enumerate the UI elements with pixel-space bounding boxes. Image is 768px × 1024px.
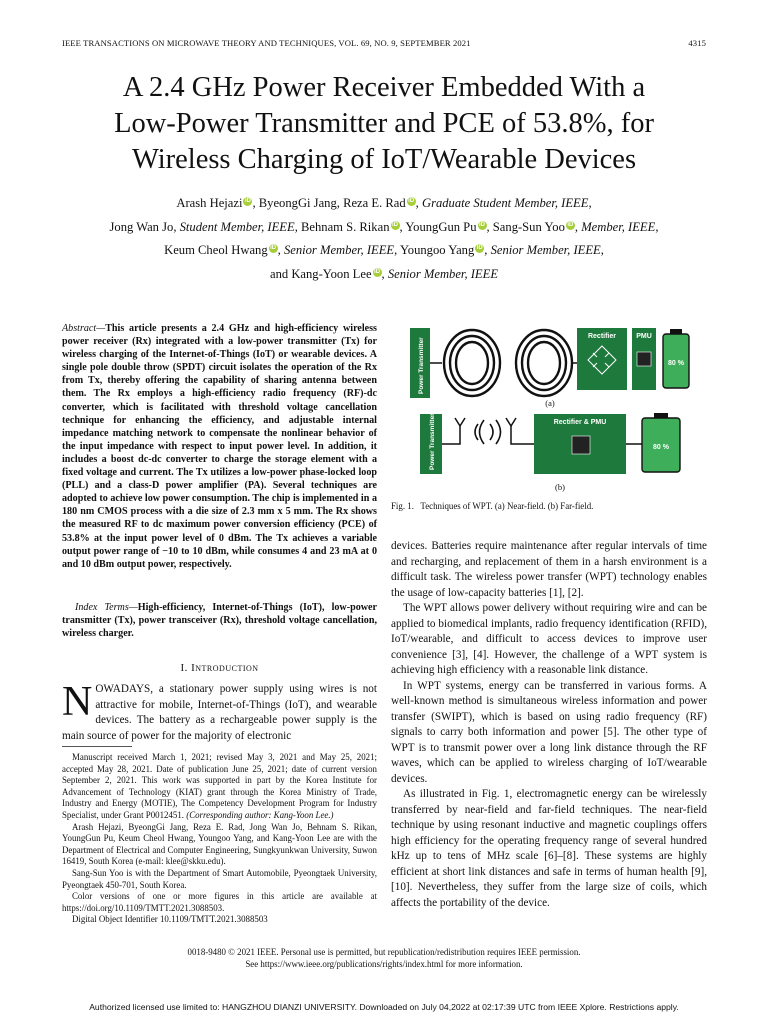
orcid-icon[interactable]: iD	[392, 221, 398, 228]
rectifier-label: Rectifier	[587, 333, 617, 340]
power-transmitter-label: Power Transmitter	[418, 337, 425, 394]
battery-level: 80 %	[653, 444, 669, 451]
index-terms	[62, 601, 377, 640]
abstract	[62, 322, 377, 571]
rectifier-pmu-label: Rectifier & PMU	[553, 419, 607, 426]
paragraph: The WPT allows power delivery without requiring wire and can be applied to biomedical implants, radio frequency identification (RFID), IoT/wearable, and difficult to access devices to improve user convenience [3], [4]. However, the challenge of a WPT system is achieving high efficiency with a reasonable link distance.	[391, 602, 707, 676]
wpt-diagram	[404, 322, 696, 494]
author-line: Arash Hejazi iD , ByeongGi Jang, Reza E. Rad iD , Graduate Student Member, IEEE,	[176, 196, 592, 210]
battery-level: 80 %	[668, 360, 684, 367]
author-line: Keum Cheol Hwang iD , Senior Member, IEEE, Youngoo Yang iD , Senior Member, IEEE,	[164, 243, 604, 257]
section-heading: I. Introduction	[180, 662, 259, 674]
orcid-icon[interactable]: iD	[476, 245, 483, 251]
abstract-lead: Abstract—	[62, 323, 106, 334]
index-terms-text: High-efficiency, Internet-of-Things (IoT), low-power transmitter (Tx), power transceiver (Rx), threshold voltage cancellation, wireless charger.	[62, 602, 377, 640]
running-header	[62, 38, 706, 52]
index-terms-lead: Index Terms—	[75, 602, 138, 613]
page-number: 4315	[688, 38, 706, 48]
right-column-text	[391, 539, 707, 911]
orcid-icon[interactable]: iD	[244, 198, 251, 204]
rf-wave-icon	[475, 420, 501, 444]
figure-caption: Fig. 1. Techniques of WPT. (a) Near-field. (b) Far-field.	[391, 501, 594, 511]
subfigure-a-label: (a)	[545, 398, 555, 408]
abstract-text: This article presents a 2.4 GHz and high-efficiency wireless power receiver (Rx) integrated with a low-power transmitter (Tx) for wireless charging of the Internet-of-Things (IoT) or wearable devices. A single pole double throw (SPDT) circuit isolates the operation of the Rx from Tx, thereby offering the capability of sharing antenna between them. The Rx employs a high-efficiency radio frequency (RF)-dc converter, which is facilitated with threshold voltage cancellation technique for enhancing the efficiency, and adjustable internal impedance matching network to compensate the nonlinear behavior of the input impedance with respect to input power level. In addition, it includes a boost dc-dc converter to charge the storage element with a fixed voltage and current. The Tx utilizes a low-power phase-locked loop (PLL) and a class-D power amplifier (PA). Several techniques are adopted to achieve low power consumption. The chip is implemented in a 180 nm CMOS process with a die size of 2.3 mm x 5 mm. The Rx shows the measured RF to dc maximum power conversion efficiency (PCE) of 53.8% at the input power level of 0 dBm. The Tx achieves a variable output power range of −10 to 10 dBm, while consumes 4 and 23 mA at 0 and 10 dBm output power, respectively.	[62, 323, 377, 570]
footnote: Manuscript received March 1, 2021; revised May 3, 2021 and May 25, 2021; accepted May 28, 2021. Date of publication June 25, 2021; date of current version September 2, 2021. This work was supported in part by the Korea Institute for Advancement of Technology (KIAT) grant through the Korea Ministry of Trade, Industry and Energy (MOTIE), The Competency Development Program for Industry Specialist, under Grant P0012451. (Corresponding author: Kang-Yoon Lee.)	[62, 752, 377, 820]
author-line: and Kang-Yoon Lee iD , Senior Member, IEEE	[269, 266, 499, 281]
author-list	[40, 192, 728, 286]
drop-cap: N	[62, 679, 93, 725]
title-line: A 2.4 GHz Power Receiver Embedded With a	[122, 72, 646, 103]
copyright-notice: 0018-9480 © 2021 IEEE. Personal use is permitted, but republication/redistribution requires IEEE permission. See https://www.ieee.org/publications/rights/index.html for more information.	[62, 946, 706, 970]
footnote: Digital Object Identifier 10.1109/TMTT.2021.3088503	[72, 914, 268, 925]
orcid-icon[interactable]: iD	[479, 221, 485, 228]
orcid-icon[interactable]: iD	[567, 221, 574, 228]
paragraph: As illustrated in Fig. 1, electromagnetic energy can be wirelessly transferred by near-field and far-field techniques. The near-field technique by using resonant inductive and magnetic couplings offers high efficiency for the operating frequency range of several hundred kHz up to tens of MHz scale [6]–[8]. These systems are highly efficient at short link distances and safe in terms of human health [9], [10]. Nevertheless, they suffer from the large size of coils, which affects the portability of the device.	[391, 788, 707, 909]
tx-coil-icon	[444, 330, 500, 396]
authorized-use-notice: Authorized licensed use limited to: HANGZHOU DIANZI UNIVERSITY. Downloaded on July 04,2022 at 02:17:39 UTC from IEEE Xplore. Restrictions apply.	[89, 1002, 679, 1012]
paper-title	[40, 70, 728, 178]
rx-antenna-icon	[506, 418, 534, 444]
chip-icon	[637, 352, 651, 366]
power-transmitter-label: Power Transmitter	[429, 413, 436, 470]
subfigure-b-label: (b)	[555, 482, 565, 492]
rx-coil-icon	[516, 330, 572, 396]
paragraph: devices. Batteries require maintenance after regular intervals of time and recharging, and replacement of them in a harsh environment is a difficult task. The wireless power transfer (WPT) technology enables the usage of low-capacity batteries [1], [2].	[391, 540, 707, 599]
rights-link[interactable]: See https://www.ieee.org/publications/rights/index.html for more information.	[245, 959, 523, 969]
footnote: Sang-Sun Yoo is with the Department of Smart Automobile, Pyeongtaek University, Pyeongtaek 450-701, South Korea.	[62, 867, 377, 890]
footnote: Arash Hejazi, ByeongGi Jang, Reza E. Rad, Jong Wan Jo, Behnam S. Rikan, YoungGun Pu, Keum Cheol Hwang, Youngoo Yang, and Kang-Yoon Lee are with the Department of Electrical and Computer Engineering, Sungkyunkwan University, Suwon 16419, South Korea (e-mail: klee@skku.edu).	[62, 821, 377, 867]
intro-paragraph: NOWADAYS, a stationary power supply using wires is not attractive for mobile, Internet-of-Things (IoT), and wearable devices. The battery as a rechargeable power supply is the main source of power for the majority of electronic	[62, 679, 377, 742]
title-line: Wireless Charging of IoT/Wearable Devices	[131, 144, 637, 175]
figure-1	[404, 322, 696, 494]
tx-antenna-icon	[442, 418, 465, 444]
orcid-icon[interactable]: iD	[374, 268, 381, 275]
paragraph: In WPT systems, energy can be transferred in various forms. A well-known method is simultaneous wireless information and power transfer (SWIPT), which is based on using radio frequency (RF) signals to carry both information and power [5]. The other type of WPT is to transmit power over a long link distance through the RF waves, which can be applied to wireless charging of IoT/wearable devices.	[391, 679, 707, 785]
title-line: Low-Power Transmitter and PCE of 53.8%, for	[114, 108, 654, 139]
orcid-icon[interactable]: iD	[270, 245, 277, 251]
journal-name: IEEE TRANSACTIONS ON MICROWAVE THEORY AND TECHNIQUES, VOL. 69, NO. 9, SEPTEMBER 2021	[62, 38, 471, 48]
footnote-rule	[62, 746, 132, 747]
footnote: Color versions of one or more figures in this article are available at https://doi.org/10.1109/TMTT.2021.3088503.	[62, 891, 377, 913]
author-line: Jong Wan Jo, Student Member, IEEE, Behnam S. Rikan iD , YoungGun Pu iD , Sang-Sun Yoo iD , Member, IEEE,	[109, 219, 659, 234]
orcid-icon[interactable]: iD	[408, 198, 415, 204]
footnotes	[62, 752, 377, 926]
chip-icon	[572, 436, 590, 454]
pmu-label: PMU	[636, 333, 652, 340]
